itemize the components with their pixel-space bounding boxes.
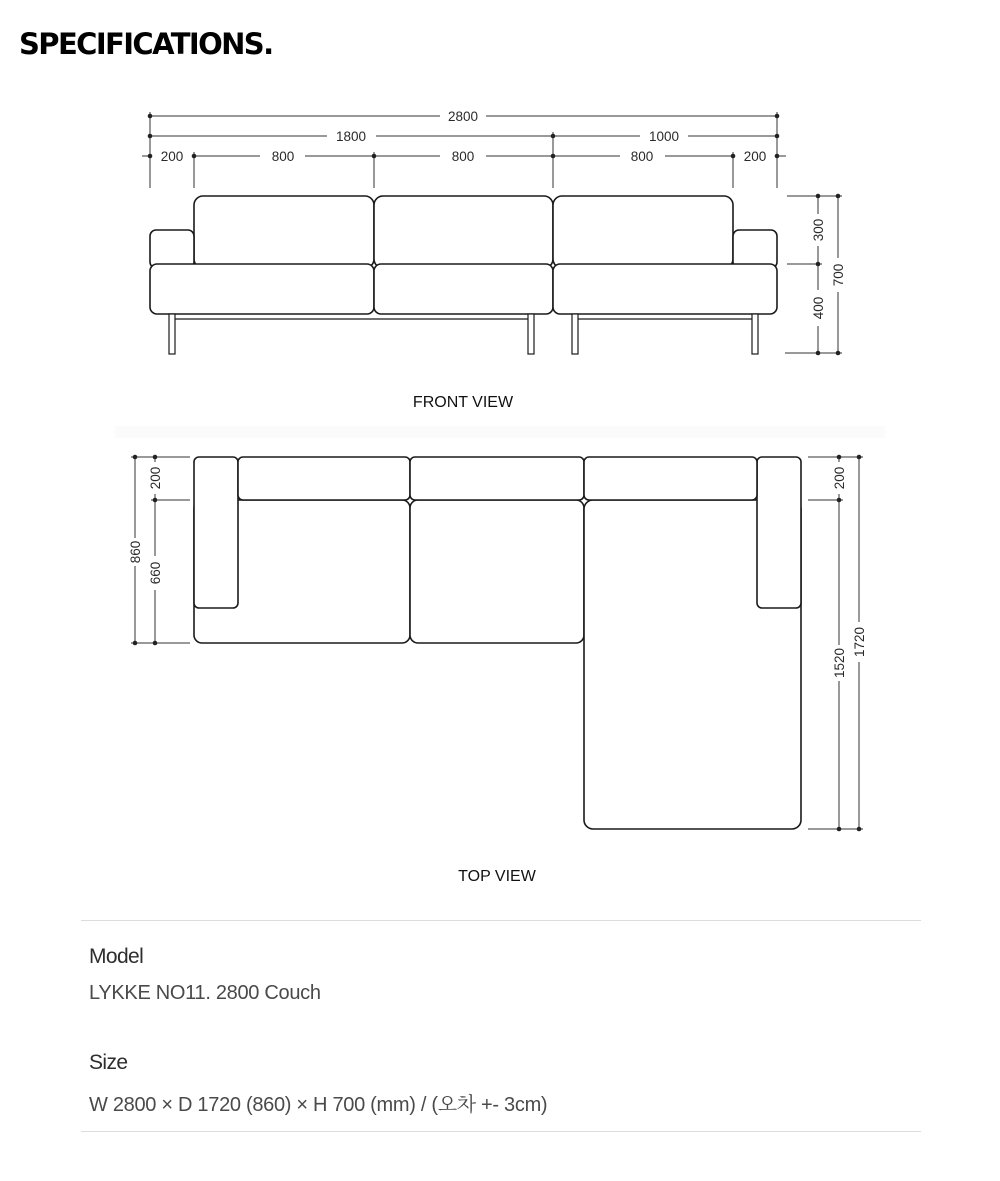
dim-top-chaise-total-depth: 1720 — [852, 626, 867, 658]
dim-top-chaise-seat-depth: 1520 — [832, 647, 847, 679]
dim-front-left-section: 1800 — [335, 129, 367, 144]
spec-size — [89, 1051, 547, 1117]
front-leg-1 — [169, 314, 175, 354]
front-view-label: FRONT VIEW — [412, 394, 514, 411]
dim-front-total-width: 2800 — [447, 109, 479, 124]
dim-front-back-height: 300 — [811, 218, 826, 242]
front-backrest-2 — [374, 196, 553, 268]
front-backrest-3 — [553, 196, 733, 268]
top-right-armrest — [757, 457, 801, 608]
page-title: SPECIFICATIONS. — [19, 27, 273, 61]
top-view-label: TOP VIEW — [458, 868, 536, 885]
dim-front-left-arm: 200 — [160, 149, 184, 164]
dim-front-right-arm: 200 — [743, 149, 767, 164]
spec-model — [89, 945, 321, 1005]
front-seat-middle — [374, 264, 553, 314]
top-view-sofa — [194, 457, 801, 829]
top-left-armrest — [194, 457, 238, 608]
front-right-armrest — [733, 230, 777, 268]
front-seat-right — [553, 264, 777, 314]
model-label: Model — [89, 945, 144, 968]
top-backrest-3 — [584, 457, 757, 500]
front-view-sofa — [150, 196, 777, 314]
model-value: LYKKE NO11. 2800 Couch — [89, 982, 321, 1004]
dim-front-seat-1: 800 — [271, 149, 295, 164]
top-backrest-2 — [410, 457, 584, 500]
dim-front-seat-2: 800 — [451, 149, 475, 164]
size-value: W 2800 × D 1720 (860) × H 700 (mm) / (오차 +- 3cm) — [89, 1094, 548, 1116]
front-leg-3 — [572, 314, 578, 354]
size-label: Size — [89, 1051, 128, 1074]
dim-top-back-depth-right: 200 — [832, 466, 847, 490]
front-leg-2 — [528, 314, 534, 354]
front-view-frame — [169, 314, 758, 354]
spec-table — [81, 920, 921, 1132]
dim-front-seat-height: 400 — [811, 296, 826, 320]
separator-band — [115, 426, 885, 438]
top-seat-2 — [410, 500, 584, 643]
dim-top-total-depth: 860 — [128, 540, 143, 564]
front-left-armrest — [150, 230, 194, 268]
dim-front-total-height: 700 — [831, 263, 846, 287]
dim-top-seat-depth: 660 — [148, 561, 163, 585]
dim-front-right-section: 1000 — [648, 129, 680, 144]
front-seat-left — [150, 264, 374, 314]
dim-front-seat-3: 800 — [630, 149, 654, 164]
dim-top-back-depth-left: 200 — [148, 466, 163, 490]
top-backrest-1 — [238, 457, 410, 500]
front-backrest-1 — [194, 196, 374, 268]
front-leg-4 — [752, 314, 758, 354]
